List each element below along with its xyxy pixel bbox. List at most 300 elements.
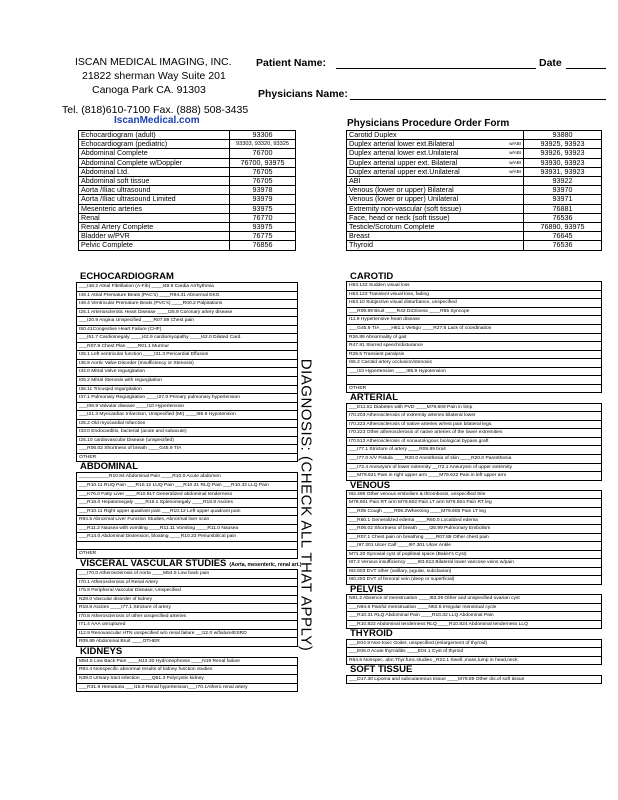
diagnosis-row[interactable] (77, 359, 298, 368)
section-title-text: CAROTID (350, 271, 394, 282)
procedure-label: Mesenteric arteries (81, 204, 143, 213)
diagnosis-text: ___E11.51 Diabetes with PVD ____M79.609 Pain in limp (347, 403, 602, 412)
diagnosis-row[interactable] (77, 394, 298, 403)
procedure-name (79, 195, 230, 204)
diagnosis-row[interactable] (347, 508, 602, 517)
procedure-row[interactable] (79, 195, 296, 204)
diagnosis-text: ___________R10.84 Abdominal Pain ____R10.0 Acute abdomen (77, 473, 298, 482)
procedure-label: Bladder w/PVR (81, 231, 130, 241)
diagnosis-row[interactable] (347, 446, 602, 455)
diagnosis-row[interactable] (77, 666, 298, 675)
diagnosis-row[interactable] (347, 367, 602, 376)
address-line-1: 21822 sherman Way Suite 201 (82, 70, 226, 82)
procedure-code: 76881 (524, 204, 602, 213)
diagnosis-text: ___I51.7 Cardiomegaly ____I42.9 cardiomyopathy ____I42.0 Dilated Card. (77, 334, 298, 343)
diagnosis-row[interactable] (347, 603, 602, 612)
diagnosis-text: H53.10 Subjective visual disturbance, unspecified (347, 299, 602, 308)
diagnosis-text: I80.293 DVT of femoral vein (deep or superficial) (347, 576, 602, 585)
diagnosis-text: ___E06.0 Acute thyroiditis ____E04.1 Cyst of thyroid (347, 648, 602, 657)
diagnosis-text: ___R60.1 Generalized edema ____R60.0 Localized edema (347, 516, 602, 525)
diagnosis-column-left (76, 271, 302, 692)
diagnosis-row[interactable] (347, 525, 602, 534)
procedure-label: Duplex arterial upper ext. Bilateral (349, 158, 458, 167)
diagnosis-row[interactable] (347, 490, 602, 499)
diagnosis-text: ___R10.11 Right upper quadrant pain ___R10.12 Left upper quadrant pain (77, 507, 298, 516)
diagnosis-text: ___R16.0 Hepatomegaly ____R16.1 Splenomegaly ____R18.8 Ascites (77, 499, 298, 508)
procedure-label: Face, head or neck (soft tissue) (349, 213, 450, 222)
diagnosis-row[interactable] (77, 300, 298, 309)
diagnosis-row[interactable] (77, 533, 298, 542)
diagnosis-text: ___R06.02 Shortness of breath ____G45.9 TIA (77, 445, 298, 454)
diagnosis-row[interactable] (77, 612, 298, 621)
procedure-name (347, 223, 524, 232)
diagnosis-text: ___R31.9 Hematuria ___I15.0 Renal hypertension___I70.1Athero renal artery (77, 683, 298, 692)
procedure-name (347, 131, 524, 140)
diagnosis-text: I70.1 Atherosclerosis of Renal Artery (77, 578, 298, 587)
procedure-code: 93303, 93320, 93325 (230, 140, 296, 149)
procedure-name (79, 167, 230, 176)
diagnosis-text: ___I97.201 Ulcer Calf ____I97.301 Ulcer Ankle (347, 542, 602, 551)
diagnosis-text: ___I21.3 Myocardiac Infarction, Unspecified (MI) ____I95.9 Hypotension (77, 411, 298, 420)
diagnosis-text: ___D17.30 Lipoma and subcutaneous tissue ____M79.89 Other dis.of soft tissue (347, 675, 602, 684)
diagnosis-text: I50.41Congestive Heart Failure (CHF) (77, 325, 298, 334)
diagnosis-row[interactable] (77, 507, 298, 516)
diagnosis-row[interactable] (77, 541, 298, 550)
procedure-code: 76775 (230, 232, 296, 241)
diagnosis-row[interactable] (77, 342, 298, 351)
diagnosis-row[interactable] (77, 524, 298, 533)
diagnosis-text: I25.2 Old myocardial Infarction (77, 419, 298, 428)
diagnosis-table (346, 281, 602, 393)
section-title (76, 557, 302, 569)
procedure-row[interactable] (347, 158, 602, 167)
diagnosis-text: I36.11 Tricuspid regurgitation (77, 385, 298, 394)
diagnosis-row[interactable] (347, 533, 602, 542)
diagnosis-row[interactable] (347, 412, 602, 421)
diagnosis-row[interactable] (347, 350, 602, 359)
diagnosis-text: I70.513 Atherosclerosis of nonautologous biological bypass graft (347, 437, 602, 446)
diagnosis-row[interactable] (347, 463, 602, 472)
diagnosis-row[interactable] (347, 316, 602, 325)
diagnosis-row[interactable] (347, 576, 602, 585)
diagnosis-table (346, 639, 602, 666)
diagnosis-row[interactable] (347, 307, 602, 316)
diagnosis-text: OTHER (347, 384, 602, 393)
procedure-label: Venous (lower or upper) Unilateral (349, 194, 459, 204)
procedure-row[interactable] (79, 140, 296, 149)
diagnosis-text: M79.601 Pain RT arm M79.602 Pain LT arm M79.604 Pain RT leg (347, 499, 602, 508)
diagnosis-text: H53.133 Sudden visual loss (347, 282, 602, 291)
procedure-label: Duplex arterial lower ext.Bilateral (349, 139, 455, 149)
procedure-code: 93979 (230, 195, 296, 204)
procedure-code: 76856 (230, 241, 296, 250)
diagnosis-row[interactable] (77, 445, 298, 454)
diagnosis-text: ___R06.02 Shortness of breath ____I26.99 Pulmonary Embolism (347, 525, 602, 534)
section-subtitle: (Aorta, mesenteric, renal art.) (229, 561, 302, 568)
procedure-code: 93926, 93923 (524, 149, 602, 158)
diagnosis-text: ___I70.0 Atherosclerosis of Aorta ____M54.5 Low back pain (77, 569, 298, 578)
diagnosis-row[interactable] (347, 595, 602, 604)
diagnosis-text: N39.0 Urinary tract infection ____Q61.3 Polycystic kidney (77, 674, 298, 683)
diagnosis-text: I82.603 DVT other (axillary, jugular, subclavian) (347, 567, 602, 576)
procedure-code: 93931, 93923 (524, 167, 602, 176)
section-title (346, 272, 602, 281)
section-title (346, 629, 602, 638)
procedure-suffix: w/ABI (509, 159, 521, 165)
diagnosis-text: ___I48.2 Atrial Fibrillation (A-Fib) ____I49.9 Cardia Arrhythmia (77, 283, 298, 292)
diagnosis-text: ___K76.0 Fatty Liver ____R10.817 Generalized abdominal tenderness (77, 490, 298, 499)
procedure-label: Carotid Duplex (349, 130, 397, 139)
procedure-name (347, 149, 524, 158)
physician-name-label: Physicians Name: (258, 88, 348, 100)
diagnosis-row[interactable] (77, 587, 298, 596)
diagnosis-text: N91.2 Absence of menstruation ____I83.29 Other and unspecified ovarian cyst (347, 595, 602, 604)
procedure-code: 76705 (230, 167, 296, 176)
diagnosis-row[interactable] (347, 567, 602, 576)
diagnosis-text: ___R07.1 Chest pain on breathing ____R07.89 Other chest pain (347, 533, 602, 542)
procedure-name (79, 158, 230, 167)
diagnosis-text: I82.499 Other venous embolism & thrombosis, unspecified Site (347, 490, 602, 499)
procedure-name (79, 131, 230, 140)
diagnosis-row[interactable] (347, 376, 602, 385)
diagnosis-text: I12.9 Renovascular HTN unspecified w/o renal failure __I12.0 w/failure/ESRD (77, 629, 298, 638)
procedure-label: Abdominal soft tissue (81, 176, 150, 186)
procedure-table-right (346, 130, 602, 251)
procedure-label: Testicle/Scrotum Complete (349, 222, 435, 232)
procedure-row[interactable] (347, 167, 602, 176)
diagnosis-row[interactable] (77, 428, 298, 437)
procedure-code: 93978 (230, 186, 296, 195)
diagnosis-text: I70.223 Atherosclerosis of native arteries w/rest pain bilateral legs. (347, 420, 602, 429)
procedure-code: 93880 (524, 131, 602, 140)
procedure-name (79, 204, 230, 213)
procedure-row[interactable] (79, 204, 296, 213)
section-title-text: SOFT TISSUE (350, 664, 413, 676)
procedure-row[interactable] (347, 195, 602, 204)
diagnosis-table (76, 569, 298, 647)
procedure-name (79, 149, 230, 158)
section-title (76, 647, 298, 657)
diagnosis-text: ___I10 Hypertension ____I95.9 Hypotension (347, 367, 602, 376)
diagnosis-row[interactable] (347, 542, 602, 551)
diagnosis-row[interactable] (347, 342, 602, 351)
diagnosis-row[interactable] (347, 299, 602, 308)
procedure-name (347, 177, 524, 186)
diagnosis-row[interactable] (347, 550, 602, 559)
diagnosis-text: R29.5 Transient paralysis (347, 350, 602, 359)
diagnosis-text: R94.6 Nonspec. abn.Thyr.func.studies _R22.1 Swell.,mass,lump in head,neck (347, 656, 602, 665)
procedure-label: Venous (lower or upper) Bilateral (349, 185, 454, 195)
procedure-row[interactable] (347, 140, 602, 149)
procedure-name (347, 232, 524, 241)
diagnosis-row[interactable] (77, 317, 298, 326)
diagnosis-column-right (346, 272, 602, 684)
procedure-label: Duplex arterial upper ext.Unilateral (349, 167, 460, 176)
diagnosis-row[interactable] (77, 368, 298, 377)
diagnosis-row[interactable] (77, 334, 298, 343)
procedure-name (347, 186, 524, 195)
procedure-label: Aorta /Iliac ultrasound Limited (81, 194, 176, 204)
diagnosis-text: I75.9 Peripheral Vascular Disease, Unspecified (77, 587, 298, 596)
diagnosis-text: R26.89 Abnormality of gait (347, 333, 602, 342)
procedure-code: 76536 (524, 213, 602, 222)
diagnosis-row[interactable] (347, 437, 602, 446)
section-title-text: ECHOCARDIOGRAM (80, 271, 174, 282)
diagnosis-text: R47.81 Slurred speech/disturance (347, 342, 602, 351)
diagnosis-row[interactable] (77, 578, 298, 587)
diagnosis-text: ___R09.89 Bruit ____R42 Dizziness ____R55 Syncope (347, 307, 602, 316)
procedure-name (79, 232, 230, 241)
procedure-row[interactable] (347, 241, 602, 250)
procedure-label: Thyroid (349, 240, 373, 250)
diagnosis-text: I35.9 Aortic Valve Disorder (Insufficiency or Stenosis) (77, 359, 298, 368)
procedure-code: 93971 (524, 195, 602, 204)
form-title: Physicians Procedure Order Form (347, 118, 510, 129)
diagnosis-text: M54.5 Low Back Pain ____N13.30 Hydronephrosis ____N19 Renal failure (77, 657, 298, 666)
procedure-code: 93970 (524, 186, 602, 195)
diagnosis-text: I70.223 Other atherosclerosis of native arteries of the lower extremities (347, 429, 602, 438)
diagnosis-text (347, 376, 602, 385)
diagnosis-row[interactable] (77, 569, 298, 578)
procedure-row[interactable] (79, 167, 296, 176)
diagnosis-text: ___E04.9 Non-toxic Goiter, unspecified (enlargement of thyroid) (347, 639, 602, 648)
diagnosis-row[interactable] (77, 436, 298, 445)
diagnosis-text: OTHER (77, 550, 298, 559)
procedure-code: 76536 (524, 241, 602, 250)
section-title-text: ARTERIAL (350, 392, 399, 404)
procedure-row[interactable] (79, 158, 296, 167)
phone-fax: Tel. (818)610-7100 Fax. (888) 508-3435 (62, 104, 249, 116)
diagnosis-vertical-label: DIAGNOSIS: (CHECK ALL THAT APPLY) (297, 358, 315, 652)
procedure-label: Duplex arterial lower ext.Unilateral (349, 148, 459, 158)
procedure-row[interactable] (79, 149, 296, 158)
procedure-name (347, 167, 524, 176)
procedure-label: ABI (349, 176, 361, 186)
diagnosis-text: N28.0 Vascular disorder of kidney (77, 595, 298, 604)
diagnosis-row[interactable] (77, 385, 298, 394)
procedure-row[interactable] (347, 177, 602, 186)
procedure-name (79, 241, 230, 250)
procedure-label: Renal Artery Complete (81, 222, 154, 232)
procedure-row[interactable] (79, 223, 296, 232)
diagnosis-text: ___G45.9 TIA ____H81.1 Vertigo ____R27.8 Lack of coordination (347, 325, 602, 334)
procedure-code: 76700 (230, 149, 296, 158)
diagnosis-text: ___R11.2 Nausea with vomiting ____R11.11 Vomiting ____R11.0 Nausea (77, 524, 298, 533)
procedure-row[interactable] (79, 213, 296, 222)
diagnosis-text: M71.20 Synovial cyst of popliteal space (Baker's Cyst) (347, 550, 602, 559)
diagnosis-text: R09.89 Abdominal Bruit ____OTHER (77, 638, 298, 647)
procedure-suffix: w/ABI (509, 150, 521, 156)
procedure-label: Echocardiogram (pediatric) (81, 139, 168, 149)
procedure-name (347, 140, 524, 149)
diagnosis-row[interactable] (347, 639, 602, 648)
patient-name-label: Patient Name: (256, 57, 327, 69)
diagnosis-text: I34.0 Mitral Valve regurgitation (77, 368, 298, 377)
procedure-code: 76890, 93975 (524, 223, 602, 232)
diagnosis-row[interactable] (77, 283, 298, 292)
diagnosis-row[interactable] (77, 499, 298, 508)
procedure-code: 93922 (524, 177, 602, 186)
diagnosis-text: ___R05 Cough ____R06.2Wheezing ____M79.605 Pain LT leg (347, 508, 602, 517)
diagnosis-text: H53.123 Transient visual loss, fading (347, 290, 602, 299)
diagnosis-table (76, 282, 298, 462)
diagnosis-table (346, 594, 602, 629)
procedure-code: 76700, 93975 (230, 158, 296, 167)
diagnosis-row[interactable] (347, 648, 602, 657)
procedure-row[interactable] (347, 232, 602, 241)
procedure-row[interactable] (79, 232, 296, 241)
date-label: Date (539, 57, 562, 69)
diagnosis-text: I70.203 Atherosclerosis of extremity arteries bilateral lower (347, 412, 602, 421)
procedure-row[interactable] (347, 131, 602, 140)
diagnosis-row[interactable] (347, 403, 602, 412)
diagnosis-row[interactable] (77, 657, 298, 666)
procedure-table-left (78, 130, 296, 251)
section-title-text: ABDOMINAL (80, 461, 139, 473)
diagnosis-row[interactable] (77, 473, 298, 482)
procedure-row[interactable] (79, 186, 296, 195)
diagnosis-text: I33.0 Endocarditis, bacterial (acute and subacute) (77, 428, 298, 437)
diagnosis-row[interactable] (77, 674, 298, 683)
diagnosis-row[interactable] (347, 359, 602, 368)
diagnosis-row[interactable] (347, 420, 602, 429)
diagnosis-row[interactable] (77, 351, 298, 360)
company-name: ISCAN MEDICAL IMAGING, INC. (75, 56, 232, 68)
diagnosis-text: ___I77.0 A/V Fistula ____R20.0 Anesthesia of skin ____R20.0 Paresthesia (347, 454, 602, 463)
diagnosis-row[interactable] (347, 290, 602, 299)
diagnosis-text: I25.10 cardiovascular Disease (unspecified) (77, 436, 298, 445)
diagnosis-text: ___I08.9 Valvular disease ____I10 Hypertension (77, 402, 298, 411)
diagnosis-table (346, 675, 602, 685)
diagnosis-row[interactable] (77, 683, 298, 692)
procedure-name (347, 241, 524, 250)
diagnosis-row[interactable] (77, 629, 298, 638)
procedure-label: Echocardiogram (adult) (81, 130, 156, 139)
diagnosis-text: ___I77.1 Stricture of artery ____R09.89 bruit (347, 446, 602, 455)
diagnosis-text: ___I20.9 Angina Unspecified ____R07.89 Chest pain (77, 317, 298, 326)
diagnosis-row[interactable] (347, 325, 602, 334)
diagnosis-row[interactable] (347, 516, 602, 525)
diagnosis-row[interactable] (77, 419, 298, 428)
section-title-text: THYROID (350, 628, 393, 640)
procedure-name (79, 223, 230, 232)
diagnosis-row[interactable] (77, 325, 298, 334)
diagnosis-row[interactable] (347, 282, 602, 291)
diagnosis-text: I87.2 Venous insufficiency ____I83.813 Bilateral lower varicose veins w/pain (347, 559, 602, 568)
procedure-name (347, 195, 524, 204)
diagnosis-text: I25.1 Left ventricular function ____I31.3 Pericardial Effusion (77, 351, 298, 360)
physician-name-field[interactable] (350, 99, 606, 100)
procedure-name (347, 213, 524, 222)
diagnosis-table (346, 490, 602, 585)
address-line-2: Canoga Park CA. 91303 (92, 84, 206, 96)
diagnosis-text: ___R14.0 Abdominal Distension, bloating ____R10.33 Periumbilical pain (77, 533, 298, 542)
procedure-label: Pelvic Complete (81, 240, 133, 250)
section-title (346, 481, 602, 490)
diagnosis-text: I11.9 Hypertensive heart disease (347, 316, 602, 325)
diagnosis-text: ___I72.4 Aneurysm of lower extremity __I72.1 Aneurysm of upper extremity (347, 463, 602, 472)
procedure-row[interactable] (347, 213, 602, 222)
procedure-row[interactable] (79, 177, 296, 186)
diagnosis-row[interactable] (347, 429, 602, 438)
patient-name-field[interactable] (336, 68, 536, 69)
section-title (346, 665, 602, 674)
procedure-row[interactable] (347, 204, 602, 213)
procedure-code: 76705 (230, 177, 296, 186)
procedure-label: Abdominal Complete (81, 148, 148, 158)
diagnosis-row[interactable] (347, 612, 602, 621)
diagnosis-row[interactable] (77, 291, 298, 300)
diagnosis-text: ___R10.11 RUQ Pain ___R10.12 LUQ Pain ___R10.31 RLQ Pain ___R10.32 LLQ Pain (77, 482, 298, 491)
diagnosis-text: ___N94.6 Painful menstruation ____N92.6 Irregular menstrual cycle (347, 603, 602, 612)
procedure-name (79, 213, 230, 222)
diagnosis-table (346, 403, 602, 481)
procedure-row[interactable] (347, 186, 602, 195)
diagnosis-row[interactable] (347, 333, 602, 342)
diagnosis-row[interactable] (77, 308, 298, 317)
procedure-row[interactable] (347, 223, 602, 232)
procedure-code: 76645 (524, 232, 602, 241)
procedure-label: Extremity non-vascular (soft tissue) (349, 204, 462, 213)
procedure-name (79, 140, 230, 149)
diagnosis-row[interactable] (347, 675, 602, 684)
procedure-code: 76770 (230, 213, 296, 222)
diagnosis-row[interactable] (77, 490, 298, 499)
website-link[interactable]: IscanMedical.com (114, 115, 200, 126)
procedure-name (347, 204, 524, 213)
diagnosis-row[interactable] (77, 595, 298, 604)
diagnosis-row[interactable] (77, 402, 298, 411)
diagnosis-text: R94.5 Abnormal Liver Function Studies, Abnormal liver scan (77, 516, 298, 525)
section-title (76, 272, 298, 282)
procedure-name (347, 158, 524, 167)
diagnosis-text: ___R10.823 Abdominal tenderness RLQ ____R10.824 Abdominal tenderness LLQ (347, 620, 602, 629)
diagnosis-row[interactable] (77, 516, 298, 525)
diagnosis-row[interactable] (77, 621, 298, 630)
diagnosis-row[interactable] (77, 411, 298, 420)
procedure-label: Abdominal Complete w/Doppler (81, 158, 183, 167)
diagnosis-row[interactable] (77, 377, 298, 386)
procedure-row[interactable] (79, 241, 296, 250)
diagnosis-row[interactable] (347, 454, 602, 463)
procedure-label: Aorta /Iliac ultrasound (81, 185, 151, 195)
procedure-row[interactable] (79, 131, 296, 140)
diagnosis-text: I70.8 Atherosclerosis of other unspecified arteries (77, 612, 298, 621)
diagnosis-text: I49.1 Atrial Premature Beats (PAC's) ____R94.31 Abnormal EKG (77, 291, 298, 300)
section-title-text: VISCERAL VASCULAR STUDIES (80, 557, 227, 569)
diagnosis-table (76, 472, 298, 558)
procedure-name (79, 186, 230, 195)
section-title-text: KIDNEYS (80, 645, 123, 657)
diagnosis-text: R94.4 Nonspecific abnormal results of kidney function studies (77, 666, 298, 675)
section-title (76, 462, 298, 472)
diagnosis-text (77, 541, 298, 550)
diagnosis-text: I05.2 Mitral Stenosis with regurgitation (77, 377, 298, 386)
diagnosis-row[interactable] (347, 559, 602, 568)
procedure-code: 93306 (230, 131, 296, 140)
section-title-text: PELVIS (350, 583, 384, 595)
procedure-code: 93975 (230, 204, 296, 213)
diagnosis-text: ___M79.621 Pain in right upper arm ____M79.622 Pain in left upper arm (347, 472, 602, 481)
diagnosis-row[interactable] (77, 482, 298, 491)
procedure-row[interactable] (347, 149, 602, 158)
date-field[interactable] (566, 68, 606, 69)
procedure-label: Renal (81, 213, 100, 222)
diagnosis-text: I49.4 Ventricular Premature Beats (PVC's) ____R00.2 Palpitations (77, 300, 298, 309)
procedure-code: 93930, 93923 (524, 158, 602, 167)
diagnosis-row[interactable] (77, 604, 298, 613)
diagnosis-row[interactable] (347, 499, 602, 508)
